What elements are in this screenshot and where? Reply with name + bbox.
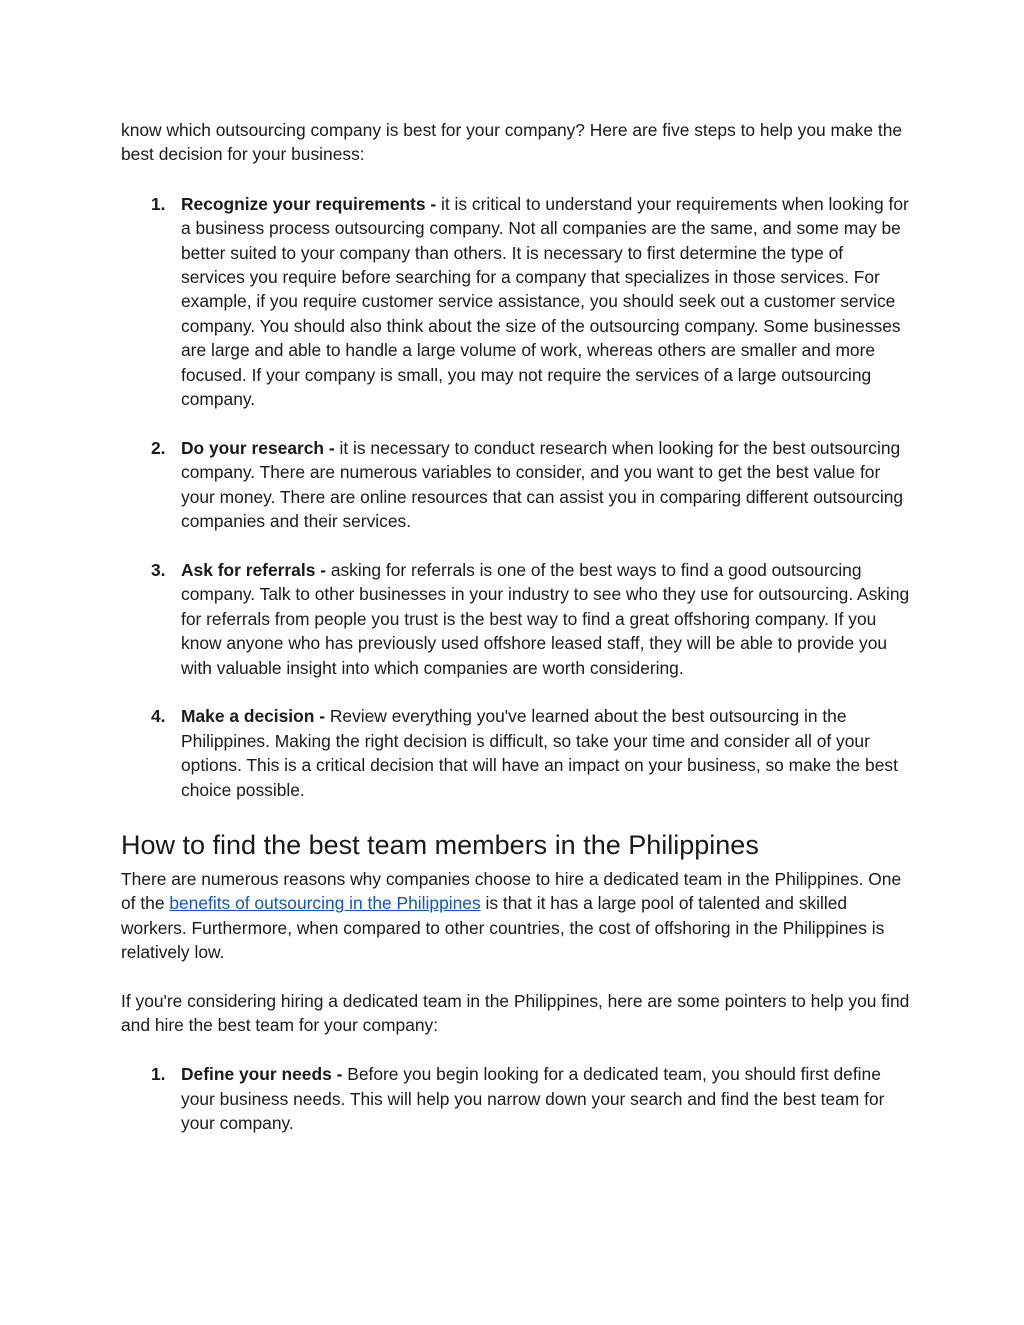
step-number: 1. bbox=[151, 193, 166, 214]
intro-paragraph: know which outsourcing company is best for your company? Here are five steps to help you make the best decision for your business: bbox=[121, 120, 903, 165]
pointer-title: Define your needs - bbox=[181, 1064, 343, 1085]
step-item bbox=[121, 192, 911, 412]
step-title: Make a decision - bbox=[181, 706, 326, 727]
step-text: it is critical to understand your requirements when looking for a business process outsourcing company. Not all companies are the same, and some may be better suited to your company than others. It is necessary to first determine the type of services you require before searching for a company that specializes in those services. For example, if you require customer service assistance, you should seek out a customer service company. You should also think about the size of the outsourcing company. Some businesses are large and able to handle a large volume of work, whereas others are smaller and more focused. If your company is small, you may not require the services of a large outsourcing company. bbox=[181, 193, 909, 410]
paragraph-text: is that it has a large pool of talented and skilled workers. Furthermore, when compared to other countries, the cost of offshoring in the Philippines is relatively low. bbox=[121, 893, 885, 963]
spacer bbox=[121, 533, 911, 557]
section-paragraph: If you're considering hiring a dedicated team in the Philippines, here are some pointers to help you find and hire the best team for your company: bbox=[121, 990, 910, 1036]
step-item bbox=[121, 704, 911, 802]
spacer bbox=[121, 1038, 911, 1062]
spacer bbox=[121, 680, 911, 704]
step-item bbox=[121, 436, 911, 534]
step-number: 2. bbox=[151, 437, 166, 458]
section-paragraph bbox=[121, 867, 911, 965]
spacer bbox=[121, 411, 911, 435]
spacer bbox=[121, 802, 911, 828]
step-item bbox=[121, 558, 911, 680]
step-title: Do your research - bbox=[181, 437, 335, 458]
step-number: 3. bbox=[151, 559, 166, 580]
company-selection-steps bbox=[121, 192, 911, 802]
spacer bbox=[121, 965, 911, 989]
step-text: asking for referrals is one of the best ways to find a good outsourcing company. Talk to other businesses in your industry to see who they use for outsourcing. Asking for referrals from people you trust is the best way to find a great offshoring company. If you know anyone who has previously used offshore leased staff, they will be able to provide you with valuable insight into which companies are worth considering. bbox=[181, 559, 910, 678]
pointer-text: Before you begin looking for a dedicated team, you should first define your business needs. This will help you narrow down your search and find the best team for your company. bbox=[181, 1064, 885, 1133]
spacer bbox=[121, 167, 911, 192]
pointer-item bbox=[121, 1062, 911, 1135]
document-page bbox=[121, 118, 911, 1135]
step-text: Review everything you've learned about the best outsourcing in the Philippines. Making the right decision is difficult, so take your time and consider all of your options. This is a critical decision that will have an impact on your business, so make the best choice possible. bbox=[181, 706, 898, 800]
paragraph-text: There are numerous reasons why companies choose to hire a dedicated team in the Philippines. One of the bbox=[121, 868, 902, 914]
pointer-number: 1. bbox=[151, 1064, 166, 1085]
team-hiring-pointers bbox=[121, 1062, 911, 1135]
step-text: it is necessary to conduct research when looking for the best outsourcing company. There are numerous variables to consider, and you want to get the best value for your money. There are online resources that can assist you in comparing different outsourcing companies and their services. bbox=[181, 437, 904, 532]
benefits-outsourcing-link[interactable]: benefits of outsourcing in the Philippines bbox=[169, 893, 481, 914]
step-title: Recognize your requirements - bbox=[181, 193, 437, 214]
step-title: Ask for referrals - bbox=[181, 559, 326, 580]
section-heading: How to find the best team members in the Philippines bbox=[121, 829, 759, 860]
step-number: 4. bbox=[151, 706, 166, 727]
